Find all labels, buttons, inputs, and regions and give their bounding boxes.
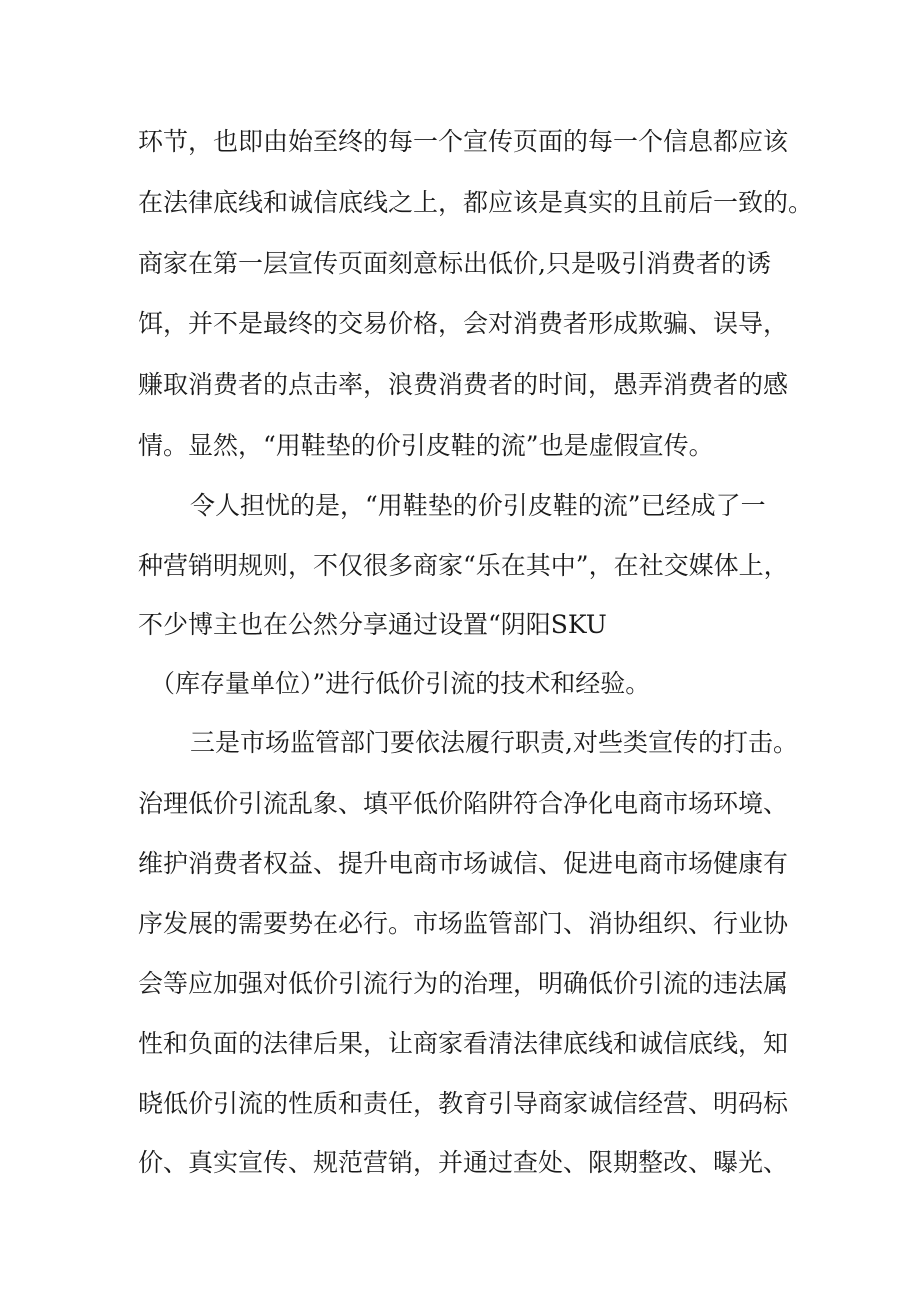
text-line: 序发展的需要势在必行。市场监管部门、消协组织、行业协 [138, 909, 789, 938]
text-line: 饵，并不是最终的交易价格，会对消费者形成欺骗、误导， [138, 309, 789, 338]
paragraph-first-line: 令人担忧的是，“用鞋垫的价引皮鞋的流”已经成了一 [190, 491, 766, 520]
text-line: 不少博主也在公然分享通过设置“阴阳SKU [138, 610, 607, 639]
text-line: 会等应加强对低价引流行为的治理，明确低价引流的违法属 [138, 969, 789, 998]
text-line: 维护消费者权益、提升电商市场诚信、促进电商市场健康有 [138, 849, 789, 878]
text-line: 商家在第一层宣传页面刻意标出低价,只是吸引消费者的诱 [138, 249, 771, 278]
text-line: 情。显然，“用鞋垫的价引皮鞋的流”也是虚假宣传。 [138, 431, 714, 460]
paragraph-first-line: 三是市场监管部门要依法履行职责,对些类宣传的打击。 [190, 728, 798, 757]
text-line: 晓低价引流的性质和责任，教育引导商家诚信经营、明码标 [138, 1089, 789, 1118]
text-line: 治理低价引流乱象、填平低价陷阱符合净化电商市场环境、 [138, 789, 789, 818]
text-line: 性和负面的法律后果，让商家看清法律底线和诚信底线，知 [138, 1029, 789, 1058]
text-line: 在法律底线和诚信底线之上，都应该是真实的且前后一致的。 [138, 188, 814, 217]
text-line: 种营销明规则，不仅很多商家“乐在其中”，在社交媒体上， [138, 551, 789, 580]
text-line: （库存量单位）”进行低价引流的技术和经验。 [150, 669, 651, 698]
text-line: 价、真实宣传、规范营销，并通过查处、限期整改、曝光、 [138, 1148, 789, 1177]
text-line: 环节，也即由始至终的每一个宣传页面的每一个信息都应该 [138, 127, 789, 156]
text-line: 赚取消费者的点击率，浪费消费者的时间，愚弄消费者的感 [138, 370, 789, 399]
